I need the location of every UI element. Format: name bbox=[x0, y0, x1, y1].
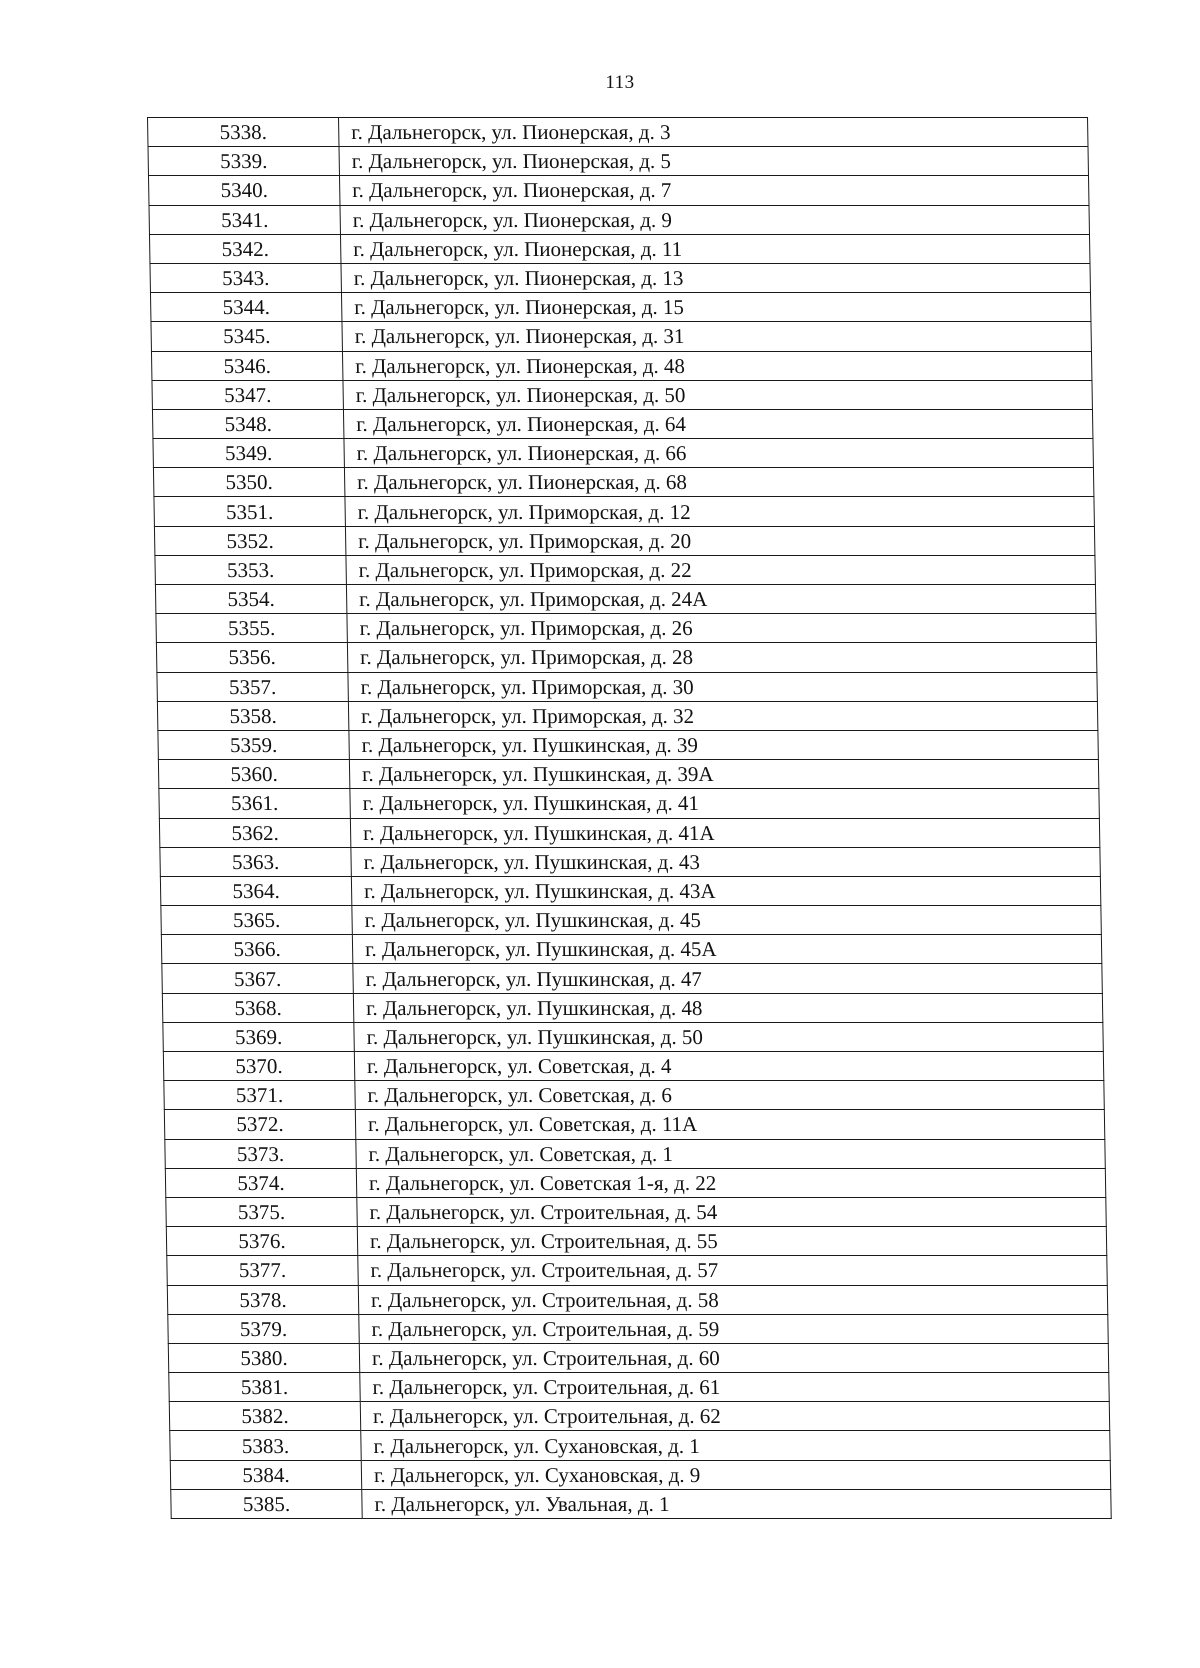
row-number-cell: 5359. bbox=[158, 730, 349, 759]
table-row bbox=[154, 497, 1094, 526]
row-number-cell: 5347. bbox=[152, 380, 343, 409]
address-cell: г. Дальнегорск, ул. Советская, д. 6 bbox=[355, 1081, 1104, 1110]
row-number-cell: 5349. bbox=[153, 439, 344, 468]
row-number-cell: 5341. bbox=[149, 205, 340, 234]
table-row bbox=[163, 1052, 1103, 1081]
address-cell: г. Дальнегорск, ул. Строительная, д. 60 bbox=[359, 1343, 1108, 1372]
address-cell: г. Дальнегорск, ул. Приморская, д. 28 bbox=[347, 643, 1096, 672]
table-row bbox=[166, 1197, 1106, 1226]
row-number-cell: 5367. bbox=[162, 964, 353, 993]
table-row bbox=[150, 293, 1090, 322]
address-cell: г. Дальнегорск, ул. Пушкинская, д. 41А bbox=[350, 818, 1099, 847]
row-number-cell: 5345. bbox=[151, 322, 342, 351]
address-cell: г. Дальнегорск, ул. Пионерская, д. 7 bbox=[339, 176, 1088, 205]
address-cell: г. Дальнегорск, ул. Пионерская, д. 9 bbox=[340, 205, 1089, 234]
address-cell: г. Дальнегорск, ул. Пушкинская, д. 47 bbox=[353, 964, 1102, 993]
row-number-cell: 5373. bbox=[165, 1139, 356, 1168]
table-row bbox=[171, 1489, 1111, 1518]
row-number-cell: 5366. bbox=[161, 935, 352, 964]
table-row bbox=[148, 118, 1088, 147]
table-row bbox=[167, 1285, 1107, 1314]
address-cell: г. Дальнегорск, ул. Пионерская, д. 48 bbox=[342, 351, 1091, 380]
row-number-cell: 5379. bbox=[168, 1314, 359, 1343]
row-number-cell: 5368. bbox=[162, 993, 353, 1022]
address-cell: г. Дальнегорск, ул. Строительная, д. 59 bbox=[359, 1314, 1108, 1343]
table-row bbox=[161, 935, 1101, 964]
address-cell: г. Дальнегорск, ул. Сухановская, д. 9 bbox=[361, 1460, 1110, 1489]
address-cell: г. Дальнегорск, ул. Пионерская, д. 5 bbox=[339, 147, 1088, 176]
row-number-cell: 5339. bbox=[148, 147, 339, 176]
address-cell: г. Дальнегорск, ул. Пионерская, д. 66 bbox=[344, 439, 1093, 468]
table-row bbox=[154, 526, 1094, 555]
table-row bbox=[149, 205, 1089, 234]
table-row bbox=[160, 876, 1100, 905]
table-row bbox=[169, 1402, 1109, 1431]
row-number-cell: 5363. bbox=[160, 847, 351, 876]
table-row bbox=[163, 1022, 1103, 1051]
row-number-cell: 5375. bbox=[166, 1197, 357, 1226]
address-cell: г. Дальнегорск, ул. Пушкинская, д. 39А bbox=[349, 760, 1098, 789]
row-number-cell: 5372. bbox=[164, 1110, 355, 1139]
table-row bbox=[167, 1256, 1107, 1285]
row-number-cell: 5369. bbox=[163, 1022, 354, 1051]
row-number-cell: 5338. bbox=[148, 118, 339, 147]
table-row bbox=[155, 585, 1095, 614]
row-number-cell: 5382. bbox=[169, 1402, 360, 1431]
table-row bbox=[158, 730, 1098, 759]
table-row bbox=[152, 380, 1092, 409]
table-row bbox=[165, 1139, 1105, 1168]
address-cell: г. Дальнегорск, ул. Приморская, д. 26 bbox=[347, 614, 1096, 643]
row-number-cell: 5371. bbox=[164, 1081, 355, 1110]
address-cell: г. Дальнегорск, ул. Сухановская, д. 1 bbox=[361, 1431, 1110, 1460]
address-cell: г. Дальнегорск, ул. Строительная, д. 61 bbox=[360, 1373, 1109, 1402]
table-row bbox=[168, 1314, 1108, 1343]
row-number-cell: 5346. bbox=[151, 351, 342, 380]
address-cell: г. Дальнегорск, ул. Приморская, д. 24А bbox=[346, 585, 1095, 614]
table-row bbox=[161, 906, 1101, 935]
table-row bbox=[164, 1110, 1104, 1139]
address-cell: г. Дальнегорск, ул. Приморская, д. 22 bbox=[346, 555, 1095, 584]
row-number-cell: 5356. bbox=[156, 643, 347, 672]
table-row bbox=[166, 1227, 1106, 1256]
address-cell: г. Дальнегорск, ул. Приморская, д. 30 bbox=[348, 672, 1097, 701]
table-row bbox=[162, 964, 1102, 993]
table-row bbox=[153, 468, 1093, 497]
table-row bbox=[157, 701, 1097, 730]
row-number-cell: 5348. bbox=[152, 409, 343, 438]
table-row bbox=[168, 1343, 1108, 1372]
address-cell: г. Дальнегорск, ул. Пушкинская, д. 43 bbox=[351, 847, 1100, 876]
row-number-cell: 5370. bbox=[163, 1052, 354, 1081]
address-cell: г. Дальнегорск, ул. Пионерская, д. 64 bbox=[343, 409, 1092, 438]
row-number-cell: 5361. bbox=[159, 789, 350, 818]
row-number-cell: 5344. bbox=[150, 293, 341, 322]
table-row bbox=[149, 234, 1089, 263]
row-number-cell: 5380. bbox=[168, 1343, 359, 1372]
row-number-cell: 5385. bbox=[171, 1489, 362, 1518]
row-number-cell: 5351. bbox=[154, 497, 345, 526]
row-number-cell: 5354. bbox=[155, 585, 346, 614]
row-number-cell: 5381. bbox=[169, 1373, 360, 1402]
table-row bbox=[148, 147, 1088, 176]
row-number-cell: 5365. bbox=[161, 906, 352, 935]
address-cell: г. Дальнегорск, ул. Пушкинская, д. 45 bbox=[352, 906, 1101, 935]
row-number-cell: 5340. bbox=[148, 176, 339, 205]
table-row bbox=[153, 439, 1093, 468]
table-row bbox=[165, 1168, 1105, 1197]
address-cell: г. Дальнегорск, ул. Пионерская, д. 3 bbox=[339, 118, 1088, 147]
table-row bbox=[151, 351, 1091, 380]
table-row bbox=[148, 176, 1088, 205]
address-cell: г. Дальнегорск, ул. Увальная, д. 1 bbox=[362, 1489, 1111, 1518]
address-cell: г. Дальнегорск, ул. Приморская, д. 20 bbox=[345, 526, 1094, 555]
row-number-cell: 5376. bbox=[166, 1227, 357, 1256]
address-cell: г. Дальнегорск, ул. Пушкинская, д. 41 bbox=[350, 789, 1099, 818]
address-cell: г. Дальнегорск, ул. Пионерская, д. 15 bbox=[341, 293, 1090, 322]
table-row bbox=[158, 760, 1098, 789]
address-cell: г. Дальнегорск, ул. Пушкинская, д. 48 bbox=[353, 993, 1102, 1022]
page-number: 113 bbox=[605, 72, 635, 93]
row-number-cell: 5383. bbox=[170, 1431, 361, 1460]
row-number-cell: 5343. bbox=[150, 263, 341, 292]
row-number-cell: 5374. bbox=[165, 1168, 356, 1197]
row-number-cell: 5384. bbox=[170, 1460, 361, 1489]
address-cell: г. Дальнегорск, ул. Пушкинская, д. 39 bbox=[349, 730, 1098, 759]
address-cell: г. Дальнегорск, ул. Строительная, д. 54 bbox=[357, 1197, 1106, 1226]
address-cell: г. Дальнегорск, ул. Пушкинская, д. 45А bbox=[352, 935, 1101, 964]
table-row bbox=[159, 789, 1099, 818]
address-cell: г. Дальнегорск, ул. Приморская, д. 32 bbox=[348, 701, 1097, 730]
address-cell: г. Дальнегорск, ул. Советская, д. 1 bbox=[356, 1139, 1105, 1168]
table-row bbox=[162, 993, 1102, 1022]
row-number-cell: 5362. bbox=[159, 818, 350, 847]
table-row bbox=[151, 322, 1091, 351]
row-number-cell: 5364. bbox=[160, 876, 351, 905]
table-row bbox=[150, 263, 1090, 292]
table-row bbox=[160, 847, 1100, 876]
row-number-cell: 5378. bbox=[167, 1285, 358, 1314]
row-number-cell: 5350. bbox=[153, 468, 344, 497]
table-row bbox=[169, 1373, 1109, 1402]
row-number-cell: 5355. bbox=[156, 614, 347, 643]
table-row bbox=[159, 818, 1099, 847]
table-row bbox=[170, 1431, 1110, 1460]
address-cell: г. Дальнегорск, ул. Советская, д. 4 bbox=[354, 1052, 1103, 1081]
address-table bbox=[147, 117, 1112, 1519]
address-cell: г. Дальнегорск, ул. Советская, д. 11А bbox=[355, 1110, 1104, 1139]
address-cell: г. Дальнегорск, ул. Строительная, д. 57 bbox=[358, 1256, 1107, 1285]
table-row bbox=[170, 1460, 1110, 1489]
address-cell: г. Дальнегорск, ул. Строительная, д. 58 bbox=[358, 1285, 1107, 1314]
table-row bbox=[156, 614, 1096, 643]
table-row bbox=[156, 643, 1096, 672]
row-number-cell: 5357. bbox=[157, 672, 348, 701]
table-row bbox=[152, 409, 1092, 438]
address-cell: г. Дальнегорск, ул. Пионерская, д. 13 bbox=[341, 263, 1090, 292]
address-cell: г. Дальнегорск, ул. Строительная, д. 62 bbox=[360, 1402, 1109, 1431]
address-cell: г. Дальнегорск, ул. Пушкинская, д. 43А bbox=[351, 876, 1100, 905]
address-cell: г. Дальнегорск, ул. Пионерская, д. 31 bbox=[342, 322, 1091, 351]
row-number-cell: 5360. bbox=[158, 760, 349, 789]
row-number-cell: 5352. bbox=[154, 526, 345, 555]
address-cell: г. Дальнегорск, ул. Строительная, д. 55 bbox=[357, 1227, 1106, 1256]
address-table-container bbox=[147, 117, 1111, 1519]
row-number-cell: 5358. bbox=[157, 701, 348, 730]
address-cell: г. Дальнегорск, ул. Пионерская, д. 11 bbox=[340, 234, 1089, 263]
address-cell: г. Дальнегорск, ул. Пушкинская, д. 50 bbox=[354, 1022, 1103, 1051]
table-row bbox=[164, 1081, 1104, 1110]
address-cell: г. Дальнегорск, ул. Советская 1-я, д. 22 bbox=[356, 1168, 1105, 1197]
address-cell: г. Дальнегорск, ул. Пионерская, д. 50 bbox=[343, 380, 1092, 409]
row-number-cell: 5342. bbox=[149, 234, 340, 263]
row-number-cell: 5353. bbox=[155, 555, 346, 584]
address-cell: г. Дальнегорск, ул. Пионерская, д. 68 bbox=[344, 468, 1093, 497]
address-table-body bbox=[148, 118, 1112, 1519]
address-cell: г. Дальнегорск, ул. Приморская, д. 12 bbox=[345, 497, 1094, 526]
table-row bbox=[155, 555, 1095, 584]
table-row bbox=[157, 672, 1097, 701]
row-number-cell: 5377. bbox=[167, 1256, 358, 1285]
